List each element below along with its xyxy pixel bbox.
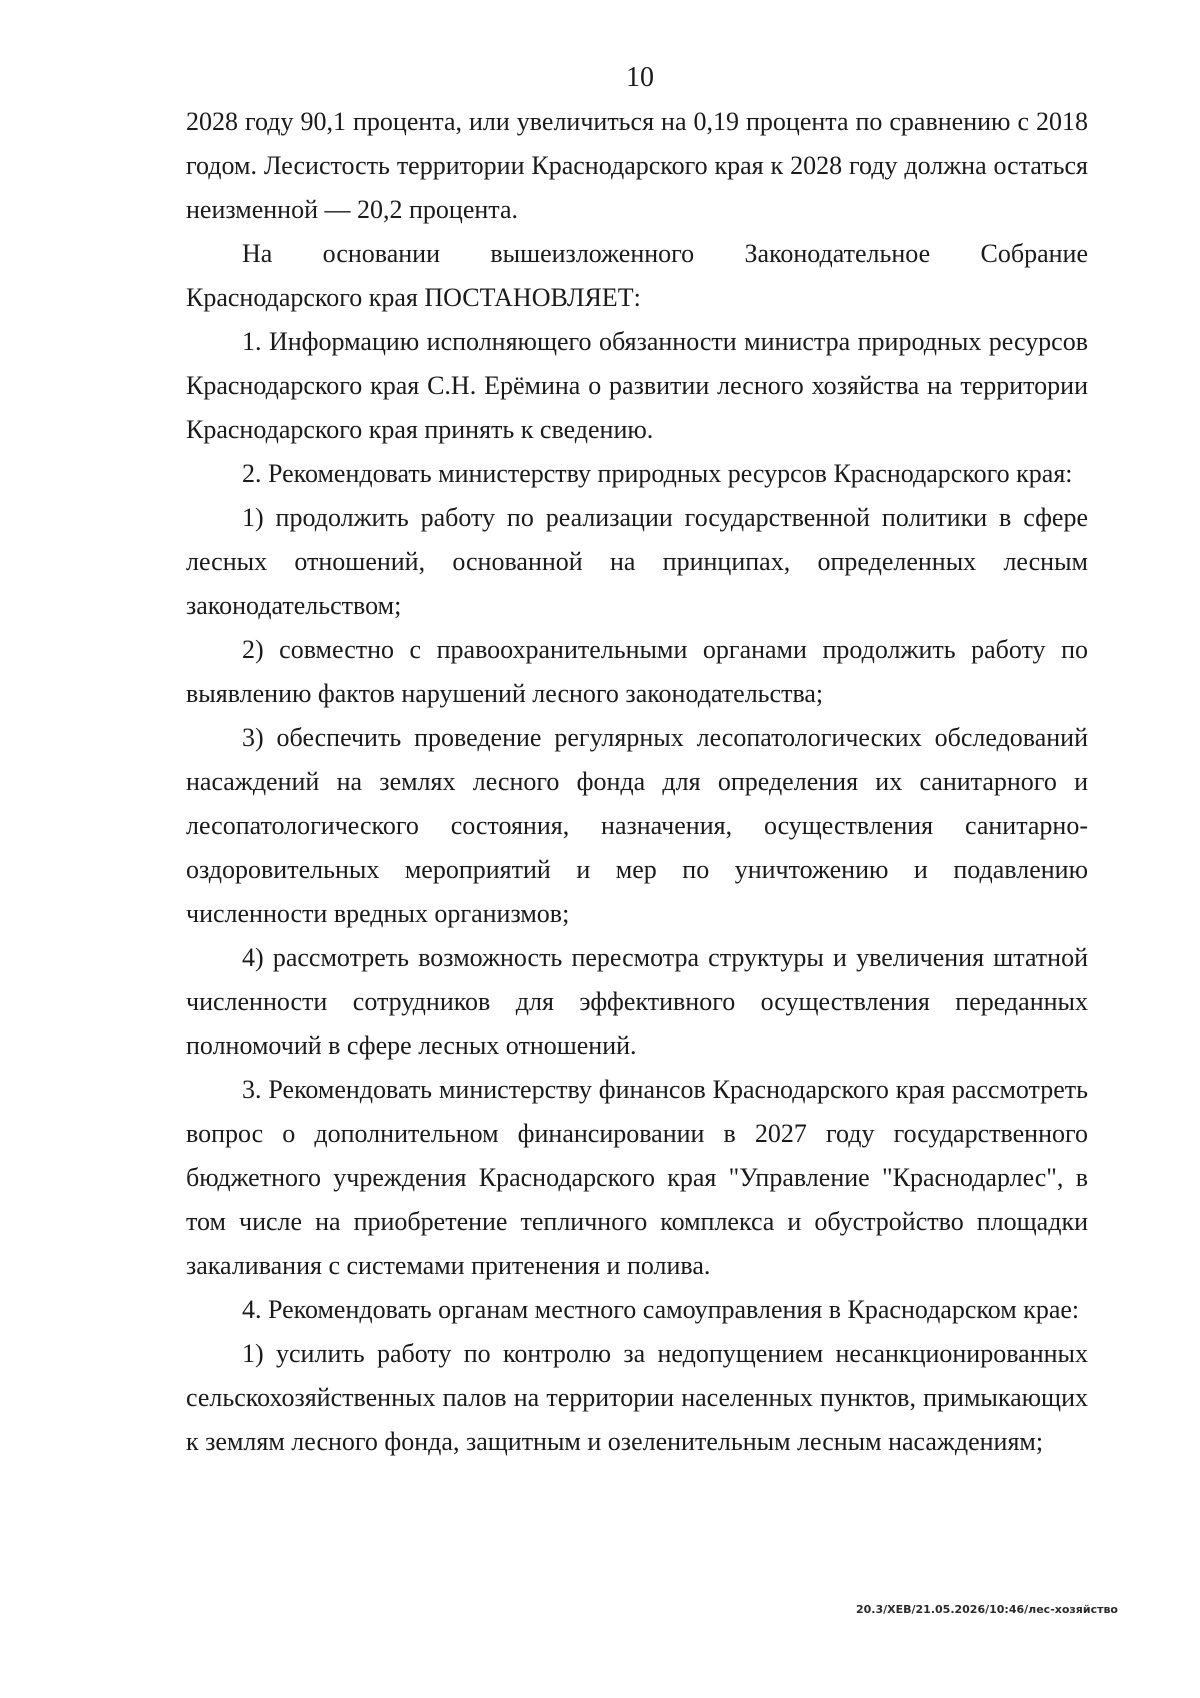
paragraph-item-2-2: 2) совместно с правоохранительными органами продолжить работу по выявлению фактов нарушений лесного законодательства; xyxy=(186,635,1088,708)
page-number: 10 xyxy=(626,62,654,93)
paragraph-item-4-1: 1) усилить работу по контролю за недопущением несанкционированных сельскохозяйственных палов на территории населенных пунктов, примыкающих к землям лесного фонда, защитным и озеленительным лесным насаждениям; xyxy=(186,1339,1088,1456)
paragraph-resolution-intro: На основании вышеизложенного Законодательное Собрание Краснодарского края ПОСТАНОВЛЯЕТ: xyxy=(186,239,1088,312)
paragraph-item-4: 4. Рекомендовать органам местного самоуправления в Краснодарском крае: xyxy=(242,1295,1080,1324)
paragraph-item-1: 1. Информацию исполняющего обязанности министра природных ресурсов Краснодарского края С.Н. Ерёмина о развитии лесного хозяйства на территории Краснодарского края принять к сведению. xyxy=(186,327,1088,444)
document-body xyxy=(186,100,1088,1464)
paragraph-item-2-3: 3) обеспечить проведение регулярных лесопатологических обследований насаждений на землях лесного фонда для определения их санитарного и лесопатологического состояния, назначения, осуществления санитарно-оздоровительных мероприятий и мер по уничтожению и подавлению численности вредных организмов; xyxy=(186,723,1088,928)
paragraph-continuation: 2028 году 90,1 процента, или увеличиться на 0,19 процента по сравнению с 2018 годом. Лесистость территории Краснодарского края к 2028 году должна остаться неизменной — 20,2 процента. xyxy=(186,107,1088,224)
document-footer-code: 20.3/ХЕВ/21.05.2026/10:46/лес-хозяйство xyxy=(855,1603,1118,1616)
paragraph-item-2: 2. Рекомендовать министерству природных ресурсов Краснодарского края: xyxy=(242,459,1073,488)
paragraph-item-2-1: 1) продолжить работу по реализации государственной политики в сфере лесных отношений, основанной на принципах, определенных лесным законодательством; xyxy=(186,503,1088,620)
paragraph-item-3: 3. Рекомендовать министерству финансов Краснодарского края рассмотреть вопрос о дополнительном финансировании в 2027 году государственного бюджетного учреждения Краснодарского края "Управление "Краснодарлес", в том числе на приобретение тепличного комплекса и обустройство площадки закаливания с системами притенения и полива. xyxy=(186,1075,1088,1280)
paragraph-item-2-4: 4) рассмотреть возможность пересмотра структуры и увеличения штатной численности сотрудников для эффективного осуществления переданных полномочий в сфере лесных отношений. xyxy=(186,943,1088,1060)
